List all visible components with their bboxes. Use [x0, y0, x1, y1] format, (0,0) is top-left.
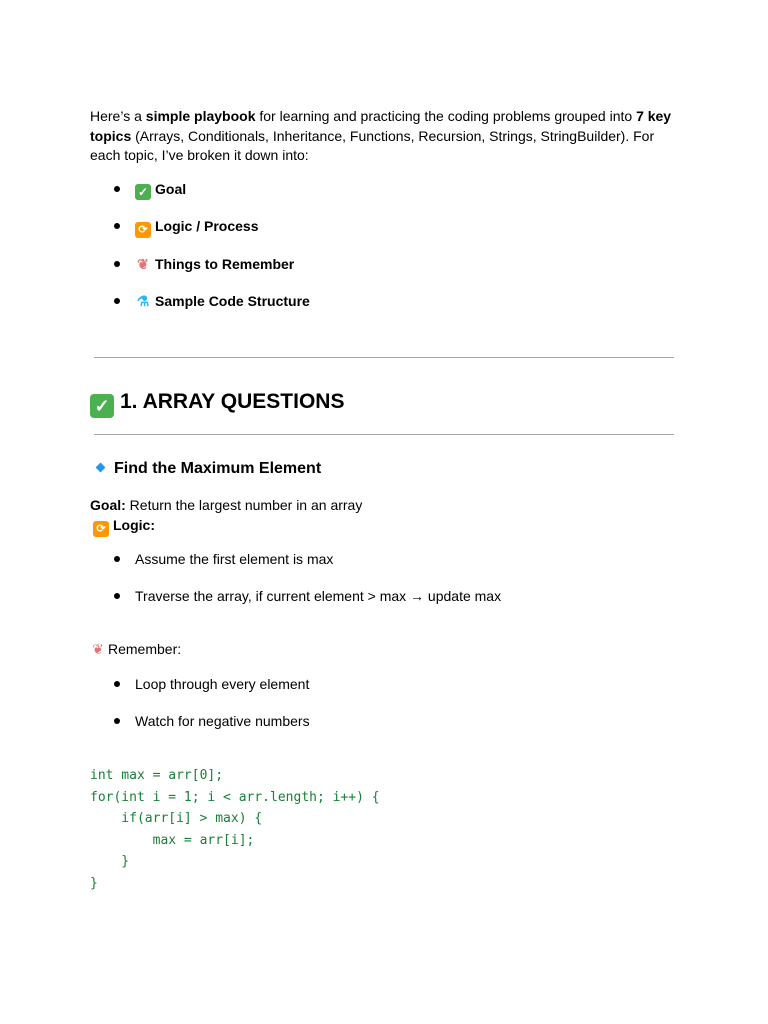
- section-heading: [90, 388, 344, 416]
- bullet-dot: [114, 681, 120, 687]
- breakdown-label: Logic / Process: [155, 218, 259, 234]
- horizontal-divider: [94, 357, 674, 358]
- brain-icon: ❦: [137, 256, 149, 272]
- horizontal-divider: [94, 434, 674, 435]
- breakdown-label: Things to Remember: [155, 256, 295, 272]
- breakdown-label: Sample Code Structure: [155, 293, 310, 309]
- logic-label: Logic:: [113, 517, 155, 533]
- goal-line: [90, 495, 362, 515]
- logic-heading: [90, 515, 155, 537]
- remember-item: Watch for negative numbers: [135, 713, 310, 729]
- remember-heading: [90, 639, 181, 659]
- intro-paragraph: [90, 107, 680, 166]
- bullet-dot: [114, 223, 120, 229]
- diamond-icon: [96, 463, 106, 473]
- goal-text: Return the largest number in an array: [125, 497, 363, 513]
- bullet-dot: [114, 718, 120, 724]
- intro-text: for learning and practicing the coding problems grouped into: [255, 108, 637, 124]
- intro-bold-playbook: simple playbook: [145, 108, 256, 124]
- breakdown-label: Goal: [155, 181, 187, 197]
- flask-icon: ⚗: [136, 293, 150, 309]
- section-title: 1. ARRAY QUESTIONS: [120, 390, 345, 413]
- logic-step: Assume the first element is max: [135, 551, 334, 567]
- intro-text: (Arrays, Conditionals, Inheritance, Functions, Recursion, Strings, StringBuilder). For each topic, I’ve broken it down into:: [90, 127, 655, 163]
- loop-icon: ⟳: [93, 521, 109, 537]
- goal-label: Goal:: [90, 497, 126, 513]
- bullet-dot: [114, 186, 120, 192]
- bullet-dot: [114, 261, 120, 267]
- brain-icon: ❦: [92, 641, 104, 657]
- problem-heading: [96, 458, 321, 480]
- bullet-dot: [114, 593, 120, 599]
- logic-step: Traverse the array, if current element > max → update max: [135, 588, 502, 604]
- bullet-dot: [114, 556, 120, 562]
- code-block: int max = arr[0]; for(int i = 1; i < arr.length; i++) { if(arr[i] > max) { max = arr[i]; } }: [90, 768, 380, 891]
- intro-bold-topics: 7 key topics: [90, 108, 672, 144]
- remember-label: Remember:: [108, 641, 182, 657]
- check-icon: ✓: [135, 184, 151, 200]
- loop-icon: ⟳: [135, 222, 151, 238]
- intro-text: Here’s a: [90, 108, 146, 124]
- problem-title: Find the Maximum Element: [114, 460, 322, 477]
- remember-item: Loop through every element: [135, 676, 310, 692]
- bullet-dot: [114, 298, 120, 304]
- check-icon: ✓: [90, 394, 114, 418]
